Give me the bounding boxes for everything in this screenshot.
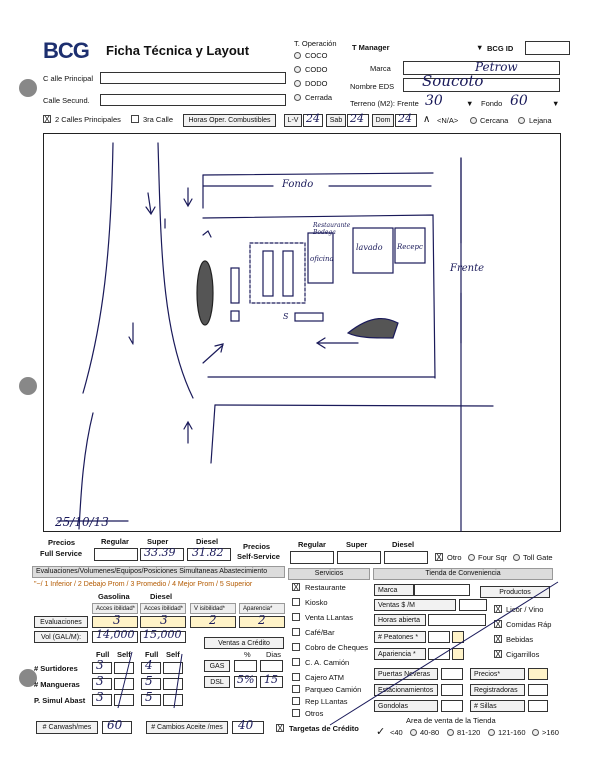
precios-label: Precios xyxy=(48,538,76,547)
sketch-oficina-label: oficina xyxy=(310,255,334,263)
vol-label: Vol (GAL/M): xyxy=(34,631,88,643)
calle-secund-input[interactable] xyxy=(100,94,286,106)
sketch-tanques-label: S xyxy=(283,312,289,321)
col-visibilidad: V isibilidad* xyxy=(190,603,236,614)
area-option-2: 81-120 xyxy=(457,728,481,737)
radio-area-40-80[interactable] xyxy=(410,729,417,736)
frente-dropdown-icon[interactable]: ▼ xyxy=(466,99,474,108)
radio-four-sqr[interactable] xyxy=(468,554,475,561)
servicio-label-0: Restaurante xyxy=(305,583,346,592)
servicio-label-8: Rep LLantas xyxy=(305,697,348,706)
vol-dsl-value: 15,000 xyxy=(143,628,182,641)
logo: BCG xyxy=(43,38,89,63)
sab-value: 24 xyxy=(350,112,364,125)
simul-label: P. Simul Abast xyxy=(34,696,86,705)
self-diesel-label: Diesel xyxy=(392,540,415,549)
sketch-recepcion-label: Recepc xyxy=(397,243,423,251)
vol-gas-value: 14,000 xyxy=(96,628,135,641)
dsl-label: DSL xyxy=(204,676,230,688)
binder-hole-middle xyxy=(19,377,37,395)
evaluaciones-label: Evaluaciones xyxy=(34,616,88,628)
servicio-checkbox-6[interactable] xyxy=(292,673,300,681)
servicio-checkbox-9[interactable] xyxy=(292,709,300,717)
terreno-label: Terreno (M2): Frente xyxy=(350,99,419,108)
nombre-eds-value: Soucoto xyxy=(422,72,484,90)
area-option-4: >160 xyxy=(542,728,559,737)
calles-principales-label: 2 Calles Principales xyxy=(55,115,121,124)
cerrada-label: Cerrada xyxy=(305,93,333,102)
tercera-calle-checkbox[interactable] xyxy=(131,115,139,123)
apariencia-label: Apariencia * xyxy=(374,648,426,660)
cercana-label: Cercana xyxy=(480,116,509,125)
servicios-bar: Servicios xyxy=(288,568,370,580)
col-accesibilidad-gas: Acces ibilidad* xyxy=(92,603,138,614)
sab-label: Sab xyxy=(326,114,346,127)
regular-label: Regular xyxy=(101,537,129,546)
lv-value: 24 xyxy=(306,112,320,125)
servicio-checkbox-8[interactable] xyxy=(292,697,300,705)
ventas-credito-button[interactable]: Ventas a Crédito xyxy=(204,637,284,649)
servicio-label-4: Cobro de Cheques xyxy=(305,643,368,652)
servicio-label-7: Parqueo Camión xyxy=(305,685,362,694)
otro-label: Otro xyxy=(447,553,462,562)
dsl-full-label: Full xyxy=(145,650,159,659)
bcg-id-input[interactable] xyxy=(525,41,570,55)
tercera-calle-label: 3ra Calle xyxy=(143,115,174,124)
radio-area-81-120[interactable] xyxy=(447,729,454,736)
comidas-checkbox[interactable]: X xyxy=(495,620,501,629)
servicio-checkbox-1[interactable] xyxy=(292,598,300,606)
self-regular-input[interactable] xyxy=(290,551,334,564)
servicio-checkbox-5[interactable] xyxy=(292,658,300,666)
carwash-label: # Carwash/mes xyxy=(36,721,98,734)
calle-principal-label: C alle Principal xyxy=(43,74,94,83)
servicio-label-3: Café/Bar xyxy=(305,628,335,637)
toll-gate-label: Toll Gate xyxy=(523,553,553,562)
t-operacion-label: T. Operación xyxy=(294,39,337,48)
simul-gas-value: 3 xyxy=(96,690,104,704)
peatones-label: # Peatones * xyxy=(374,631,426,643)
servicio-checkbox-2[interactable] xyxy=(292,613,300,621)
page-title: Ficha Técnica y Layout xyxy=(106,43,250,58)
radio-cercana[interactable] xyxy=(470,117,477,124)
tarjetas-label: Targetas de Crédito xyxy=(289,724,359,733)
full-super-value: 33.39 xyxy=(144,546,176,559)
area-label: Area de venta de la Tienda xyxy=(406,716,496,725)
calles-principales-checkbox[interactable]: X xyxy=(44,115,50,124)
eval-value-2: 3 xyxy=(160,613,168,627)
fondo-dropdown-icon[interactable]: ▼ xyxy=(552,99,560,108)
self-service-label: Self-Service xyxy=(237,552,280,561)
dom-label: Dom xyxy=(372,114,394,127)
servicio-label-6: Cajero ATM xyxy=(305,673,345,682)
precios-tienda-label: Precios* xyxy=(470,668,525,680)
dsl-pct-value: 5% xyxy=(237,673,255,686)
self-precios-label: Precios xyxy=(243,542,271,551)
sketch-frente-label: Frente xyxy=(450,263,485,274)
tienda-bar: Tienda de Conveniencia xyxy=(373,568,553,580)
estacionamientos-label: Estacionamientos xyxy=(374,684,438,696)
tienda-strike xyxy=(300,580,560,730)
four-sqr-label: Four Sqr xyxy=(478,553,508,562)
fondo-label: Fondo xyxy=(481,99,503,108)
radio-codo[interactable] xyxy=(294,66,301,73)
servicio-label-2: Venta LLantas xyxy=(305,613,353,622)
gas-label: GAS xyxy=(204,660,230,672)
radio-toll-gate[interactable] xyxy=(513,554,520,561)
licor-label: Licor / Vino xyxy=(506,605,544,614)
mangueras-label: # Mangueras xyxy=(34,680,80,689)
sketch-restaurante-label: Restaurante Bodega xyxy=(313,222,351,236)
gas-dias-input[interactable] xyxy=(260,660,283,672)
licor-checkbox[interactable]: X xyxy=(495,605,501,614)
simul-dsl-value: 5 xyxy=(145,690,153,704)
gas-self-label: Self xyxy=(117,650,131,659)
lv-label: L-V xyxy=(284,114,302,127)
cambios-value: 40 xyxy=(238,718,254,732)
t-manager-label: T Manager xyxy=(352,43,390,52)
col-apariencia: Aparencia* xyxy=(239,603,285,614)
col-accesibilidad-dsl: Acces ibilidad* xyxy=(140,603,186,614)
t-manager-dropdown-icon[interactable]: ▼ xyxy=(476,43,484,52)
radio-lejana[interactable] xyxy=(518,117,525,124)
equipment-strikes xyxy=(110,650,190,710)
nombre-eds-label: Nombre EDS xyxy=(350,82,395,91)
marca-value: Petrow xyxy=(475,60,518,74)
diesel-label: Diesel xyxy=(196,537,219,546)
dsl-dias-value: 15 xyxy=(264,673,278,686)
servicio-checkbox-3[interactable] xyxy=(292,628,300,636)
codo-label: CODO xyxy=(305,65,328,74)
sketch-lavado-label: lavado xyxy=(356,243,383,252)
area-check-icon[interactable]: ✓ xyxy=(376,726,386,738)
calle-principal-input[interactable] xyxy=(100,72,286,84)
lejana-label: Lejana xyxy=(529,116,552,125)
na-check-icon[interactable]: ∧ xyxy=(423,114,431,125)
servicio-checkbox-4[interactable] xyxy=(292,643,300,651)
self-regular-label: Regular xyxy=(298,540,326,549)
eval-value-1: 3 xyxy=(113,613,121,627)
radio-dodo[interactable] xyxy=(294,80,301,87)
full-service-label: Full Service xyxy=(40,549,83,558)
surtidores-label: # Surtidores xyxy=(34,664,78,673)
servicio-label-9: Otros xyxy=(305,709,324,718)
mang-dsl-value: 5 xyxy=(145,674,153,688)
surt-gas-value: 3 xyxy=(96,658,104,672)
fondo-value: 60 xyxy=(510,93,528,109)
gas-full-label: Full xyxy=(96,650,110,659)
mang-gas-value: 3 xyxy=(96,674,104,688)
sketch-date: 25/10/13 xyxy=(55,515,109,529)
evaluaciones-bar: Evaluaciones/Volumenes/Equipos/Posiciones Simultaneas Abastecimiento xyxy=(32,566,285,578)
servicio-checkbox-0[interactable]: X xyxy=(293,583,299,592)
coco-label: COCO xyxy=(305,51,328,60)
self-diesel-input[interactable] xyxy=(384,551,428,564)
tarjetas-checkbox[interactable]: X xyxy=(277,724,283,733)
gasolina-label: Gasolina xyxy=(98,592,130,601)
dsl-self-label: Self xyxy=(166,650,180,659)
bebidas-label: Bebidas xyxy=(506,635,534,644)
scale-legend: "~/ 1 Inferior / 2 Debajo Prom / 3 Promedio / 4 Mejor Prom / 5 Superior xyxy=(34,581,253,588)
carwash-value: 60 xyxy=(107,718,123,732)
super-label: Super xyxy=(147,537,169,546)
calle-secund-label: Calle Secund. xyxy=(43,96,90,105)
eval-value-4: 2 xyxy=(258,613,266,627)
na-label: <N/A> xyxy=(437,116,459,125)
area-option-3: 121-160 xyxy=(498,728,526,737)
radio-coco[interactable] xyxy=(294,52,301,59)
puertas-label: Puertas Neveras xyxy=(374,668,438,680)
marca-label: Marca xyxy=(370,64,391,73)
radio-area-121-160[interactable] xyxy=(488,729,495,736)
servicio-label-5: C. A. Camión xyxy=(305,658,350,667)
horas-abierta-label: Horas abierta xyxy=(374,614,426,626)
gondolas-label: Gondolas xyxy=(374,700,438,712)
self-super-input[interactable] xyxy=(337,551,381,564)
tienda-marca-label: Marca xyxy=(374,584,414,596)
comidas-label: Comidas Ráp xyxy=(506,620,552,629)
self-super-label: Super xyxy=(346,540,368,549)
binder-hole-top xyxy=(19,79,37,97)
eval-value-3: 2 xyxy=(209,613,217,627)
radio-cerrada[interactable] xyxy=(294,94,301,101)
cigarrillos-label: Cigarrillos xyxy=(506,650,540,659)
sketch-fondo-label: Fondo xyxy=(282,179,314,190)
surt-dsl-value: 4 xyxy=(145,658,153,672)
dodo-label: DODO xyxy=(305,79,328,88)
radio-area-160[interactable] xyxy=(532,729,539,736)
area-option-0: <40 xyxy=(390,728,403,737)
registradoras-label: Registradoras xyxy=(470,684,525,696)
eval-diesel-label: Diesel xyxy=(150,592,173,601)
dom-value: 24 xyxy=(398,112,412,125)
sketch-drawing xyxy=(43,133,561,532)
productos-button[interactable]: Productos xyxy=(480,586,550,598)
servicio-label-1: Kiosko xyxy=(305,598,328,607)
cigarrillos-checkbox[interactable]: X xyxy=(495,650,501,659)
frente-value: 30 xyxy=(425,93,443,109)
cambios-label: # Cambios Aceite /mes xyxy=(146,721,228,734)
bebidas-checkbox[interactable]: X xyxy=(495,635,501,644)
ventas-label: Ventas $ /M xyxy=(374,599,456,611)
sillas-label: # Sillas xyxy=(470,700,525,712)
pct-label: % xyxy=(244,650,251,659)
horas-oper-button[interactable]: Horas Oper. Combustibles xyxy=(183,114,276,127)
dias-label: Dias xyxy=(266,650,282,659)
full-diesel-value: 31.82 xyxy=(192,546,224,559)
gas-pct-input[interactable] xyxy=(234,660,257,672)
otro-checkbox[interactable]: X xyxy=(436,553,442,562)
full-regular-input[interactable] xyxy=(94,548,138,561)
servicio-checkbox-7[interactable] xyxy=(292,685,300,693)
bcg-id-label: BCG ID xyxy=(487,44,514,53)
area-option-1: 40-80 xyxy=(420,728,440,737)
